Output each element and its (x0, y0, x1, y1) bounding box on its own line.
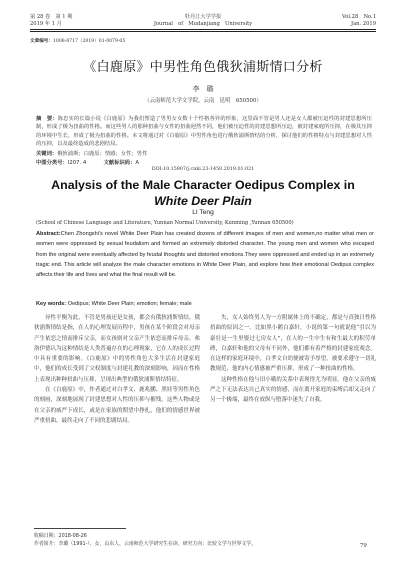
doc-code-value: A (135, 160, 140, 166)
page-number: 79 (360, 543, 367, 549)
journal-vol-en: Vol.28 No.1 (341, 14, 376, 20)
footnote-rule (34, 528, 126, 529)
abstract-en-label: Abstract: (36, 231, 61, 237)
class-value: I207. 4 (67, 160, 87, 166)
title-en-line-2: White Deer Plain (154, 194, 252, 208)
class-label: 中图分类号： (36, 160, 68, 166)
keywords-zh-label: 关键词： (36, 151, 58, 157)
body-column-right (210, 313, 376, 523)
journal-name-zh: 牡丹江大学学报 (184, 14, 222, 20)
footnote-received: 收稿日期：2018-08-26 (34, 533, 87, 539)
body-paragraph: 失，女人始终男人为一方附属体上的不确定，都是与真独日性格扭曲的原因之一。比如黑小鹅白嘉轩，小说的第一句就说他“引以为豪壮是一生里娶过七房女人”，在人的一生中生有和生最大的积劳单碑，白嘉轩和他的父母有不同外，他们都有着严格的封建家庭观念。在这样的家庭环境中，白孝文自幼便被寄予厚望，被要求遵守一切礼教规范，他的内心情感被严重压抑，形成了一种扭曲的性格。 (210, 315, 376, 373)
journal-date: 2019 年 1 月 (30, 21, 62, 27)
classification (36, 158, 139, 166)
title-en-line-1: Analysis of the Male Character Oedipus Complex in (51, 178, 355, 192)
author-zh: 李 璐 (192, 85, 214, 93)
body-column-left (34, 313, 200, 523)
abstract-en-text: Chen Zhongshi's novel White Deer Plain has created dozens of different images of men and women,no matter what men or women were oppressed by sexual feudalism and formed an extremely distorted character. The young men and women who escaped from the original were eventually affected by feudal thoughts and distorted emotions.They were oppressed and ended up in an extremely tragic end. This article will analyze the male character emotions in White Deer Plain, and explore how their emotional Oedipus complex affects their life and lives and what the final result will be. (36, 231, 374, 278)
affiliation-zh: （云南师范大学文学院，云南 昆明 650500） (144, 98, 262, 104)
abstract-zh-text: 陈忠实的长篇小说《白鹿原》为我们塑造了男男女女数十个性格各异的形象，这里面不管是男人还是女人都被压迫性的封建思想所压制，形成了极为扭曲的性格。而这些男人的那种扭曲与女性的扭曲迥然不同，他们被压迫性的封建思想所压迫，被封建家庭所压抑，在极其压抑的环境中生长，形成了极为扭曲的性格。本文将通过对《白鹿原》中男性角色进行俄狄浦斯情结的分析，探讨他们的性格特点与封建思想对人性的压抑，以及最终造成的悲剧结局。 (36, 116, 372, 147)
abstract-en (36, 229, 374, 280)
keywords-zh (36, 149, 147, 157)
keywords-en (36, 301, 192, 307)
keywords-zh-text: 俄狄浦斯；白鹿原；情感；女性；男性 (57, 151, 148, 157)
abstract-zh (36, 115, 372, 148)
article-number-value: 1008-8717（2019）01-0079-05 (52, 39, 126, 44)
article-number (30, 38, 125, 44)
abstract-zh-label: 摘 要： (36, 116, 58, 122)
body-paragraph: 这种性格在他与田小娥的关系中表现得尤为明显。他在父亲的威严之下无法表达自己真实的情感，而在离开家庭的束缚后却又走向了另一个极端，最终在放纵与堕落中迷失了自我。 (210, 376, 376, 404)
affiliation-en: (School of Chinese Language and Literature, Yunnan Normal University, Kunming ,Yunnan 650500) (36, 220, 294, 226)
journal-volume-issue: 第 28 卷 第 1 期 (30, 14, 73, 20)
journal-name-en: Journal of Mudanjiang University (153, 21, 253, 27)
keywords-en-label: Key words: (36, 301, 67, 307)
keywords-en-text: Oedipus; White Deer Plain; emotion; female; male (67, 301, 192, 307)
doi: DOI:10.15907/j.cnki.23-1450.2019.01.021 (151, 167, 255, 172)
body-paragraph: 在《白鹿原》中，作者通过对白孝文、鹿兆鹏、黑娃等男性角色的刻画，深刻地展现了封建思想对人性的压抑与摧残。这些人物或是在父亲的威严下成长，或是在家族的期望中挣扎，他们的情感世界被严重扭曲，最终走向了不同的悲剧结局。 (34, 387, 200, 424)
footnote-author: 作者简介：李璐（1991-），女，山东人，云南师范大学研究生在读，研究方向：比较文学与世界文学。 (34, 541, 257, 547)
doc-code-label: 文献标识码： (103, 160, 136, 166)
title-zh: 《白鹿原》中男性角色俄狄浦斯情口分析 (83, 60, 323, 75)
journal-date-en: Jan. 2019 (350, 21, 376, 27)
author-en: LI Teng (192, 209, 214, 216)
header-rule-top (30, 29, 376, 30)
article-number-label: 文章编号： (30, 39, 53, 44)
body-paragraph: 异性平衡为此，不管是男孩还是女孩，都会有俄狄浦斯情结。俄狄浦斯情结是指，在人的心理发展历程中，男孩在某个阶段会对母亲产生依恋之情而排斥父亲，而女孩则对父亲产生依恋而排斥母亲。弗洛伊德认为这种情结是人类普遍存在的心理现象，它在人的成长过程中具有重要的影响。《白鹿原》中的男性角色大多生活在封建家庭中，他们的成长受到了父权制度与封建礼教的深刻影响，因而在性格上表现出种种扭曲与压抑，呈现出典型的俄狄浦斯情结特征。 (34, 315, 200, 383)
